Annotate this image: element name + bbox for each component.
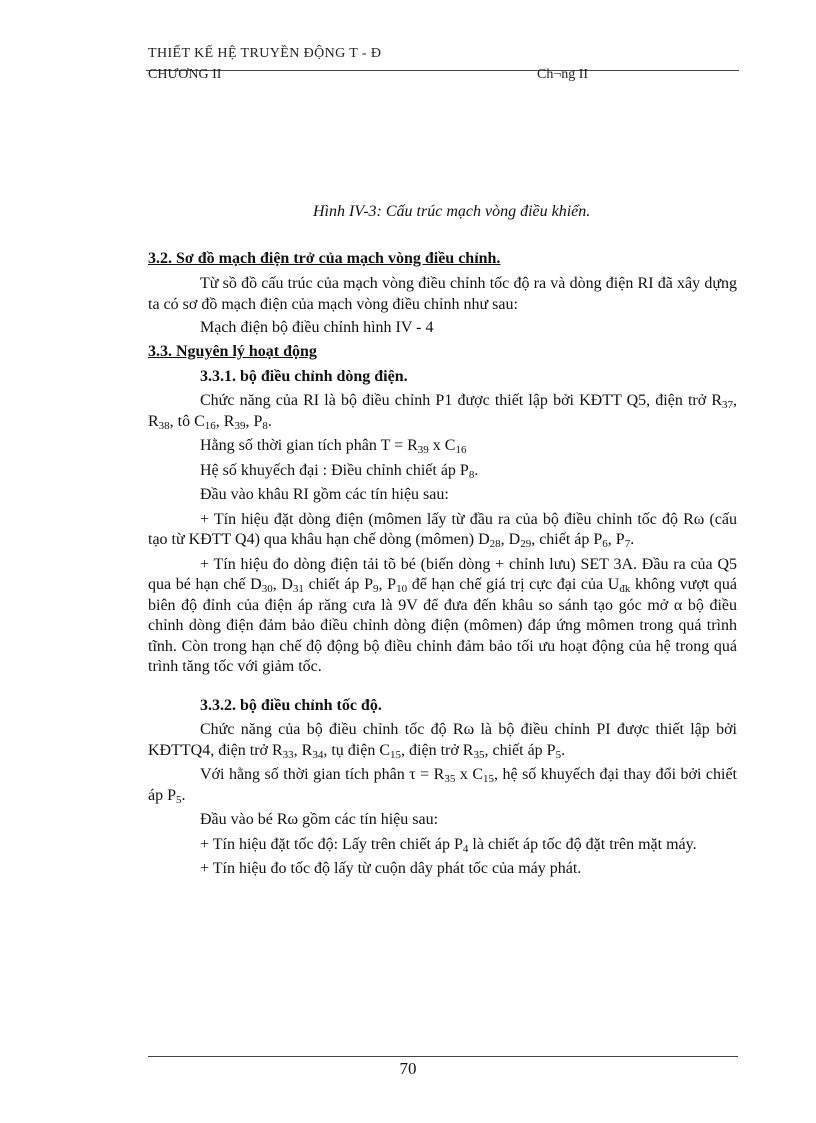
page-number: 70 (399, 1059, 417, 1078)
section-3-3-heading: 3.3. Nguyên lý hoạt động (148, 343, 317, 360)
header-chapter-left: CHƯƠNG II (148, 67, 222, 82)
paragraph: Đầu vào bé Rω gồm các tín hiệu sau: (200, 811, 439, 828)
footer-rule (148, 1056, 738, 1057)
paragraph: + Tín hiệu đo tốc độ lấy từ cuộn dây phát tốc của máy phát. (200, 860, 582, 877)
section-3-3-1-body (148, 391, 737, 678)
header-chapter-right: Ch¬ng II (537, 67, 589, 82)
section-3-2-paragraph: Từ sồ đồ cấu trúc của mạch vòng điều chỉnh tốc độ ra và dòng điện RI đã xây dựng ta có sơ đồ mạch điện của mạch vòng điều chỉnh như sau: (148, 275, 737, 313)
figure-reference: Mạch điện bộ điều chỉnh hình IV - 4 (200, 319, 434, 336)
paragraph: Chức năng của bộ điều chỉnh tốc độ Rω là bộ điều chỉnh PI được thiết lập bởi KĐTTQ4, điện trở $R_{33}$, $R_{34}$, tụ điện $C_{15}$, điện trở $R_{35}$, chiết áp $P_5$. (148, 721, 737, 761)
section-3-2-heading: 3.2. Sơ đồ mạch điện trở của mạch vòng điều chỉnh. (148, 250, 501, 267)
paragraph: + Tín hiệu đặt tốc độ: Lấy trên chiết áp $P_4$ là chiết áp tốc độ đặt trên mặt máy. (200, 835, 697, 855)
header-rule (146, 70, 739, 71)
figure-caption: Hình IV-3: Cấu trúc mạch vòng điều khiển. (313, 203, 591, 220)
header-title: THIẾT KẾ HỆ TRUYỀN ĐỘNG T - Đ (148, 46, 382, 61)
paragraph: + Tín hiệu đo dòng điện tải tõ bé (biến dòng + chỉnh lưu) SET 3A. Đầu ra của Q5 qua bé hạn chế $D_{30}$, $D_{31}$ chiết áp $P_9$, $P_{10}$ để hạn chế giá trị cực đại của $U_{đk}$ không vượt quá biên độ đỉnh của điện áp răng cưa là 9V để đưa đến khâu so sánh tạo góc mở α bộ điều chỉnh dòng điện đảm bảo điều chỉnh dòng điện (mômen) đáp ứng mômen trong quá trình tĩnh. Còn trong hạn chế độ động bộ điều chỉnh đảm bảo tối ưu hoạt động của hệ trong quá trình tăng tốc với giảm tốc. (148, 555, 737, 675)
paragraph: Hệ số khuyếch đại : Điều chỉnh chiết áp $P_8$. (200, 461, 479, 481)
subsection-3-3-2-heading: 3.3.2. bộ điều chỉnh tốc độ. (200, 697, 382, 714)
section-3-3-2-body (148, 720, 737, 880)
paragraph: Hằng số thời gian tích phân $T = R_{39}$ x $C_{16}$ (200, 437, 467, 456)
paragraph: Với hằng số thời gian tích phân $\tau = R_{35}$ x $C_{15}$, hệ số khuyếch đại thay đổi bởi chiết áp $P_5$. (148, 766, 738, 806)
subsection-3-3-1-heading: 3.3.1. bộ điều chỉnh dòng điện. (200, 368, 408, 385)
paragraph: Chức năng của RI là bộ điều chỉnh P1 được thiết lập bởi KĐTT Q5, điện trở $R_{37}$, $R_{38}$, tô $C_{16}$, $R_{39}$, $P_8$. (148, 392, 737, 432)
paragraph: + Tín hiệu đặt dòng điện (mômen lấy từ đầu ra của bộ điều chỉnh tốc độ Rω (cấu tạo từ KĐTT Q4) qua khâu hạn chế dòng (mômen) $D_{28}$, $D_{29}$, chiết áp $P_6$, $P_7$. (148, 510, 737, 550)
paragraph: Đầu vào khâu RI gồm các tín hiệu sau: (200, 486, 449, 503)
